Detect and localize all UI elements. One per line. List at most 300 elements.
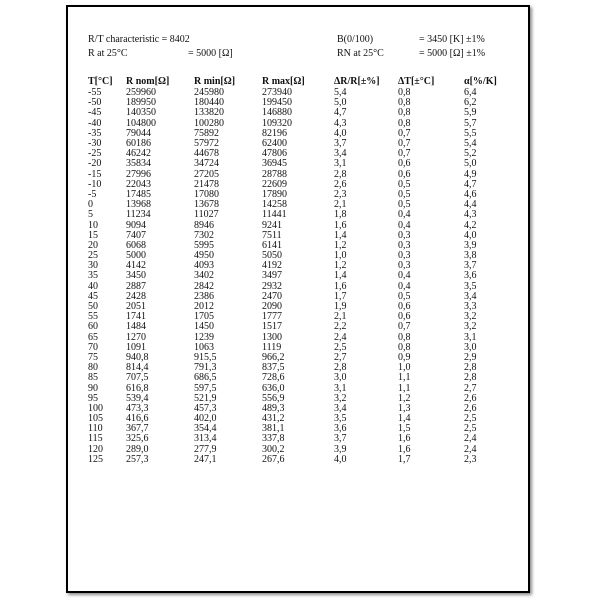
cell-r-max: 337,8 [262, 433, 285, 445]
cell-alpha: 4,3 [464, 209, 477, 221]
cell-r-nom: 4142 [126, 260, 146, 272]
cell-delta-r: 3,5 [334, 413, 347, 425]
cell-alpha: 4,6 [464, 188, 477, 200]
cell-delta-r: 3,0 [334, 372, 347, 384]
cell-r-nom: 9094 [126, 219, 146, 231]
cell-delta-t: 1,2 [398, 392, 411, 404]
cell-delta-t: 0,3 [398, 229, 411, 241]
cell-r-nom: 473,3 [126, 402, 149, 414]
cell-r-min: 1063 [194, 341, 214, 353]
cell-delta-r: 1,9 [334, 301, 347, 313]
cell-r-max: 17890 [262, 188, 287, 200]
cell-r-min: 4093 [194, 260, 214, 272]
cell-temperature: 100 [88, 402, 103, 414]
rt-table [88, 75, 504, 465]
cell-r-max: 636,0 [262, 382, 285, 394]
cell-delta-r: 3,4 [334, 402, 347, 414]
rt-characteristic-label: R/T characteristic [88, 34, 160, 45]
cell-delta-r: 1,7 [334, 290, 347, 302]
cell-delta-t: 0,8 [398, 87, 411, 99]
cell-r-max: 1119 [262, 341, 282, 353]
cell-r-min: 3402 [194, 270, 214, 282]
cell-r-min: 521,9 [194, 392, 217, 404]
cell-alpha: 2,5 [464, 413, 477, 425]
cell-r-nom: 2428 [126, 290, 146, 302]
cell-delta-r: 4,3 [334, 117, 347, 129]
cell-temperature: -5 [88, 188, 97, 200]
cell-r-nom: 814,4 [126, 362, 149, 374]
cell-temperature: 70 [88, 341, 98, 353]
cell-r-max: 556,9 [262, 392, 285, 404]
table-row [88, 455, 504, 465]
cell-delta-t: 0,8 [398, 331, 411, 343]
cell-r-min: 57972 [194, 138, 219, 150]
cell-r-max: 267,6 [262, 453, 285, 465]
cell-delta-r: 2,4 [334, 331, 347, 343]
cell-temperature: 50 [88, 301, 98, 313]
table-row [88, 363, 504, 373]
cell-delta-t: 1,5 [398, 423, 411, 435]
cell-delta-t: 0,3 [398, 250, 411, 262]
cell-alpha: 3,2 [464, 311, 477, 323]
cell-delta-t: 0,7 [398, 148, 411, 160]
cell-r-nom: 22043 [126, 178, 151, 190]
cell-alpha: 3,4 [464, 290, 477, 302]
cell-delta-r: 4,0 [334, 453, 347, 465]
cell-r-nom: 707,5 [126, 372, 149, 384]
rn-spec [337, 48, 485, 60]
cell-temperature: 5 [88, 209, 93, 221]
table-row [88, 241, 504, 251]
cell-r-nom: 416,6 [126, 413, 149, 425]
table-row [88, 343, 504, 353]
cell-r-min: 686,5 [194, 372, 217, 384]
cell-delta-r: 2,1 [334, 199, 347, 211]
cell-delta-r: 3,4 [334, 148, 347, 160]
table-row [88, 383, 504, 393]
cell-r-nom: 259960 [126, 87, 156, 99]
cell-r-min: 100280 [194, 117, 224, 129]
cell-delta-t: 0,6 [398, 301, 411, 313]
cell-delta-t: 1,0 [398, 362, 411, 374]
cell-alpha: 3,9 [464, 239, 477, 251]
cell-delta-r: 2,8 [334, 168, 347, 180]
cell-r-max: 7511 [262, 229, 282, 241]
cell-r-max: 381,1 [262, 423, 285, 435]
cell-delta-t: 0,8 [398, 107, 411, 119]
cell-r-max: 300,2 [262, 443, 285, 455]
cell-temperature: -55 [88, 87, 102, 99]
cell-temperature: 20 [88, 239, 98, 251]
rt-characteristic [88, 34, 190, 46]
cell-r-min: 457,3 [194, 402, 217, 414]
col-header-temperature: T[°C] [88, 76, 113, 87]
table-row [88, 322, 504, 332]
col-header-r-max: R max[Ω] [262, 76, 305, 87]
r25-value: = 5000 [Ω] [188, 48, 233, 59]
cell-delta-t: 0,7 [398, 321, 411, 333]
cell-r-max: 2090 [262, 301, 282, 313]
cell-delta-r: 3,7 [334, 433, 347, 445]
table-row [88, 282, 504, 292]
cell-r-max: 2470 [262, 290, 282, 302]
cell-delta-t: 0,8 [398, 341, 411, 353]
table-row [88, 333, 504, 343]
cell-delta-r: 2,2 [334, 321, 347, 333]
r25-label: R at 25°C [88, 48, 128, 59]
cell-temperature: -15 [88, 168, 102, 180]
cell-temperature: 35 [88, 270, 98, 282]
table-row [88, 261, 504, 271]
cell-alpha: 2,8 [464, 372, 477, 384]
cell-delta-r: 5,0 [334, 97, 347, 109]
cell-temperature: 55 [88, 311, 98, 323]
cell-r-max: 146880 [262, 107, 292, 119]
cell-r-min: 402,0 [194, 413, 217, 425]
cell-delta-t: 0,8 [398, 117, 411, 129]
cell-delta-r: 1,4 [334, 229, 347, 241]
cell-temperature: -30 [88, 138, 102, 150]
cell-temperature: 85 [88, 372, 98, 384]
cell-r-nom: 1270 [126, 331, 146, 343]
cell-alpha: 2,3 [464, 453, 477, 465]
cell-r-nom: 257,3 [126, 453, 149, 465]
cell-r-nom: 325,6 [126, 433, 149, 445]
cell-delta-t: 0,3 [398, 239, 411, 251]
cell-r-min: 2386 [194, 290, 214, 302]
cell-alpha: 4,9 [464, 168, 477, 180]
cell-temperature: 65 [88, 331, 98, 343]
cell-r-nom: 35834 [126, 158, 151, 170]
cell-alpha: 4,4 [464, 199, 477, 211]
cell-r-max: 3497 [262, 270, 282, 282]
cell-temperature: 40 [88, 280, 98, 292]
cell-temperature: -45 [88, 107, 102, 119]
cell-alpha: 3,2 [464, 321, 477, 333]
cell-alpha: 5,2 [464, 148, 477, 160]
cell-alpha: 4,0 [464, 229, 477, 241]
col-header-delta-t: ΔT[±°C] [398, 76, 435, 87]
cell-r-min: 5995 [194, 239, 214, 251]
cell-alpha: 2,5 [464, 423, 477, 435]
cell-alpha: 3,8 [464, 250, 477, 262]
cell-r-min: 2012 [194, 301, 214, 313]
cell-alpha: 3,7 [464, 260, 477, 272]
table-row [88, 159, 504, 169]
cell-alpha: 3,1 [464, 331, 477, 343]
cell-r-nom: 11234 [126, 209, 151, 221]
cell-temperature: 80 [88, 362, 98, 374]
cell-delta-r: 3,6 [334, 423, 347, 435]
cell-delta-r: 1,2 [334, 239, 347, 251]
cell-temperature: 120 [88, 443, 103, 455]
cell-delta-r: 3,7 [334, 138, 347, 150]
cell-r-nom: 539,4 [126, 392, 149, 404]
cell-delta-t: 0,5 [398, 290, 411, 302]
cell-temperature: 110 [88, 423, 103, 435]
cell-delta-t: 1,7 [398, 453, 411, 465]
table-header-row [88, 75, 504, 88]
cell-temperature: 90 [88, 382, 98, 394]
cell-delta-r: 4,7 [334, 107, 347, 119]
table-row [88, 302, 504, 312]
cell-r-max: 11441 [262, 209, 287, 221]
cell-delta-r: 2,3 [334, 188, 347, 200]
cell-alpha: 6,2 [464, 97, 477, 109]
cell-temperature: -35 [88, 127, 102, 139]
cell-alpha: 3,6 [464, 270, 477, 282]
cell-r-nom: 1741 [126, 311, 146, 323]
cell-r-nom: 27996 [126, 168, 151, 180]
cell-temperature: -20 [88, 158, 102, 170]
cell-r-min: 27205 [194, 168, 219, 180]
cell-temperature: -40 [88, 117, 102, 129]
table-row [88, 414, 504, 424]
cell-temperature: 25 [88, 250, 98, 262]
cell-alpha: 2,7 [464, 382, 477, 394]
cell-delta-r: 2,6 [334, 178, 347, 190]
cell-r-nom: 140350 [126, 107, 156, 119]
cell-delta-r: 2,1 [334, 311, 347, 323]
cell-delta-r: 1,2 [334, 260, 347, 272]
cell-temperature: -25 [88, 148, 102, 160]
cell-temperature: 15 [88, 229, 98, 241]
cell-temperature: 75 [88, 351, 98, 363]
cell-delta-t: 1,6 [398, 443, 411, 455]
cell-r-max: 199450 [262, 97, 292, 109]
cell-delta-r: 3,1 [334, 382, 347, 394]
cell-r-max: 47806 [262, 148, 287, 160]
cell-r-min: 7302 [194, 229, 214, 241]
cell-alpha: 2,8 [464, 362, 477, 374]
cell-alpha: 3,0 [464, 341, 477, 353]
cell-delta-t: 0,4 [398, 209, 411, 221]
table-row [88, 292, 504, 302]
cell-r-max: 9241 [262, 219, 282, 231]
cell-delta-t: 0,6 [398, 168, 411, 180]
table-row [88, 210, 504, 220]
cell-delta-r: 1,4 [334, 270, 347, 282]
cell-temperature: 10 [88, 219, 98, 231]
cell-r-nom: 2051 [126, 301, 146, 313]
table-row [88, 271, 504, 281]
cell-r-max: 1300 [262, 331, 282, 343]
cell-delta-r: 2,5 [334, 341, 347, 353]
table-body [88, 88, 504, 465]
cell-r-min: 1239 [194, 331, 214, 343]
cell-r-max: 22609 [262, 178, 287, 190]
cell-alpha: 3,3 [464, 301, 477, 313]
b-constant-value: = 3450 [K] ±1% [419, 34, 485, 45]
cell-alpha: 5,9 [464, 107, 477, 119]
cell-delta-r: 4,0 [334, 127, 347, 139]
cell-temperature: 115 [88, 433, 103, 445]
cell-r-min: 11027 [194, 209, 219, 221]
table-row [88, 231, 504, 241]
cell-temperature: 125 [88, 453, 103, 465]
cell-delta-t: 0,4 [398, 280, 411, 292]
cell-r-min: 75892 [194, 127, 219, 139]
cell-alpha: 2,6 [464, 392, 477, 404]
cell-alpha: 4,2 [464, 219, 477, 231]
cell-r-min: 915,5 [194, 351, 217, 363]
table-row [88, 251, 504, 261]
cell-r-nom: 7407 [126, 229, 146, 241]
table-row [88, 394, 504, 404]
cell-delta-t: 0,5 [398, 188, 411, 200]
cell-delta-r: 1,6 [334, 219, 347, 231]
cell-r-min: 791,3 [194, 362, 217, 374]
cell-delta-t: 0,3 [398, 260, 411, 272]
cell-alpha: 2,9 [464, 351, 477, 363]
cell-delta-r: 3,2 [334, 392, 347, 404]
datasheet-page [66, 5, 530, 593]
col-header-r-nom: R nom[Ω] [126, 76, 170, 87]
table-row [88, 353, 504, 363]
cell-temperature: 0 [88, 199, 93, 211]
table-row [88, 424, 504, 434]
cell-r-nom: 616,8 [126, 382, 149, 394]
cell-delta-t: 1,4 [398, 413, 411, 425]
table-row [88, 312, 504, 322]
table-row [88, 220, 504, 230]
cell-delta-t: 0,8 [398, 97, 411, 109]
cell-r-max: 5050 [262, 250, 282, 262]
cell-r-nom: 60186 [126, 138, 151, 150]
cell-delta-t: 0,6 [398, 311, 411, 323]
cell-r-max: 273940 [262, 87, 292, 99]
col-header-r-min: R min[Ω] [194, 76, 236, 87]
table-row [88, 404, 504, 414]
cell-delta-r: 2,7 [334, 351, 347, 363]
cell-alpha: 5,5 [464, 127, 477, 139]
cell-delta-r: 1,8 [334, 209, 347, 221]
cell-r-min: 1705 [194, 311, 214, 323]
cell-delta-r: 1,6 [334, 280, 347, 292]
cell-delta-t: 0,4 [398, 270, 411, 282]
cell-r-nom: 5000 [126, 250, 146, 262]
cell-r-min: 247,1 [194, 453, 217, 465]
cell-r-nom: 1091 [126, 341, 146, 353]
cell-r-max: 489,3 [262, 402, 285, 414]
cell-r-min: 4950 [194, 250, 214, 262]
cell-r-max: 837,5 [262, 362, 285, 374]
cell-temperature: 45 [88, 290, 98, 302]
table-row [88, 373, 504, 383]
cell-r-nom: 3450 [126, 270, 146, 282]
cell-r-nom: 6068 [126, 239, 146, 251]
cell-temperature: 105 [88, 413, 103, 425]
r25-spec [88, 48, 233, 60]
cell-delta-t: 1,6 [398, 433, 411, 445]
table-row [88, 445, 504, 455]
cell-alpha: 5,7 [464, 117, 477, 129]
cell-temperature: -10 [88, 178, 102, 190]
cell-r-min: 180440 [194, 97, 224, 109]
cell-r-max: 1517 [262, 321, 282, 333]
cell-r-min: 8946 [194, 219, 214, 231]
rt-characteristic-value: = 8402 [161, 34, 190, 45]
cell-r-max: 109320 [262, 117, 292, 129]
rn-value: = 5000 [Ω] ±1% [419, 48, 486, 59]
cell-delta-t: 1,1 [398, 382, 411, 394]
cell-r-max: 6141 [262, 239, 282, 251]
cell-alpha: 2,4 [464, 443, 477, 455]
cell-r-nom: 2887 [126, 280, 146, 292]
cell-delta-t: 0,7 [398, 127, 411, 139]
table-row [88, 434, 504, 444]
cell-alpha: 2,6 [464, 402, 477, 414]
cell-r-max: 2932 [262, 280, 282, 292]
cell-r-min: 34724 [194, 158, 219, 170]
cell-r-min: 313,4 [194, 433, 217, 445]
cell-r-max: 14258 [262, 199, 287, 211]
cell-alpha: 6,4 [464, 87, 477, 99]
cell-r-min: 245980 [194, 87, 224, 99]
cell-r-max: 431,2 [262, 413, 285, 425]
cell-delta-r: 3,1 [334, 158, 347, 170]
cell-delta-t: 0,5 [398, 199, 411, 211]
cell-delta-r: 5,4 [334, 87, 347, 99]
cell-delta-r: 3,9 [334, 443, 347, 455]
cell-r-min: 13678 [194, 199, 219, 211]
cell-r-max: 82196 [262, 127, 287, 139]
cell-r-nom: 104800 [126, 117, 156, 129]
cell-delta-t: 0,6 [398, 158, 411, 170]
cell-delta-r: 2,8 [334, 362, 347, 374]
cell-r-nom: 13968 [126, 199, 151, 211]
cell-r-nom: 79044 [126, 127, 151, 139]
cell-temperature: -50 [88, 97, 102, 109]
cell-delta-t: 1,3 [398, 402, 411, 414]
cell-r-max: 36945 [262, 158, 287, 170]
cell-r-min: 2842 [194, 280, 214, 292]
cell-alpha: 5,0 [464, 158, 477, 170]
cell-alpha: 3,5 [464, 280, 477, 292]
cell-temperature: 95 [88, 392, 98, 404]
cell-delta-t: 0,9 [398, 351, 411, 363]
cell-r-min: 21478 [194, 178, 219, 190]
cell-r-max: 966,2 [262, 351, 285, 363]
col-header-delta-r: ΔR/R[±%] [334, 76, 380, 87]
cell-r-min: 17080 [194, 188, 219, 200]
cell-r-max: 28788 [262, 168, 287, 180]
cell-alpha: 4,7 [464, 178, 477, 190]
cell-r-nom: 1484 [126, 321, 146, 333]
cell-r-nom: 17485 [126, 188, 151, 200]
cell-r-nom: 46242 [126, 148, 151, 160]
cell-r-min: 1450 [194, 321, 214, 333]
cell-delta-t: 0,5 [398, 178, 411, 190]
cell-delta-t: 0,7 [398, 138, 411, 150]
cell-r-min: 354,4 [194, 423, 217, 435]
cell-r-max: 62400 [262, 138, 287, 150]
cell-r-max: 1777 [262, 311, 282, 323]
cell-delta-t: 0,4 [398, 219, 411, 231]
cell-r-max: 4192 [262, 260, 282, 272]
rn-label: RN at 25°C [337, 48, 384, 59]
cell-r-max: 728,6 [262, 372, 285, 384]
cell-r-min: 277,9 [194, 443, 217, 455]
cell-r-min: 597,5 [194, 382, 217, 394]
cell-alpha: 2,4 [464, 433, 477, 445]
cell-r-nom: 189950 [126, 97, 156, 109]
cell-r-min: 44678 [194, 148, 219, 160]
cell-r-min: 133820 [194, 107, 224, 119]
col-header-alpha: α[%/K] [464, 76, 497, 87]
cell-alpha: 5,4 [464, 138, 477, 150]
cell-r-nom: 940,8 [126, 351, 149, 363]
